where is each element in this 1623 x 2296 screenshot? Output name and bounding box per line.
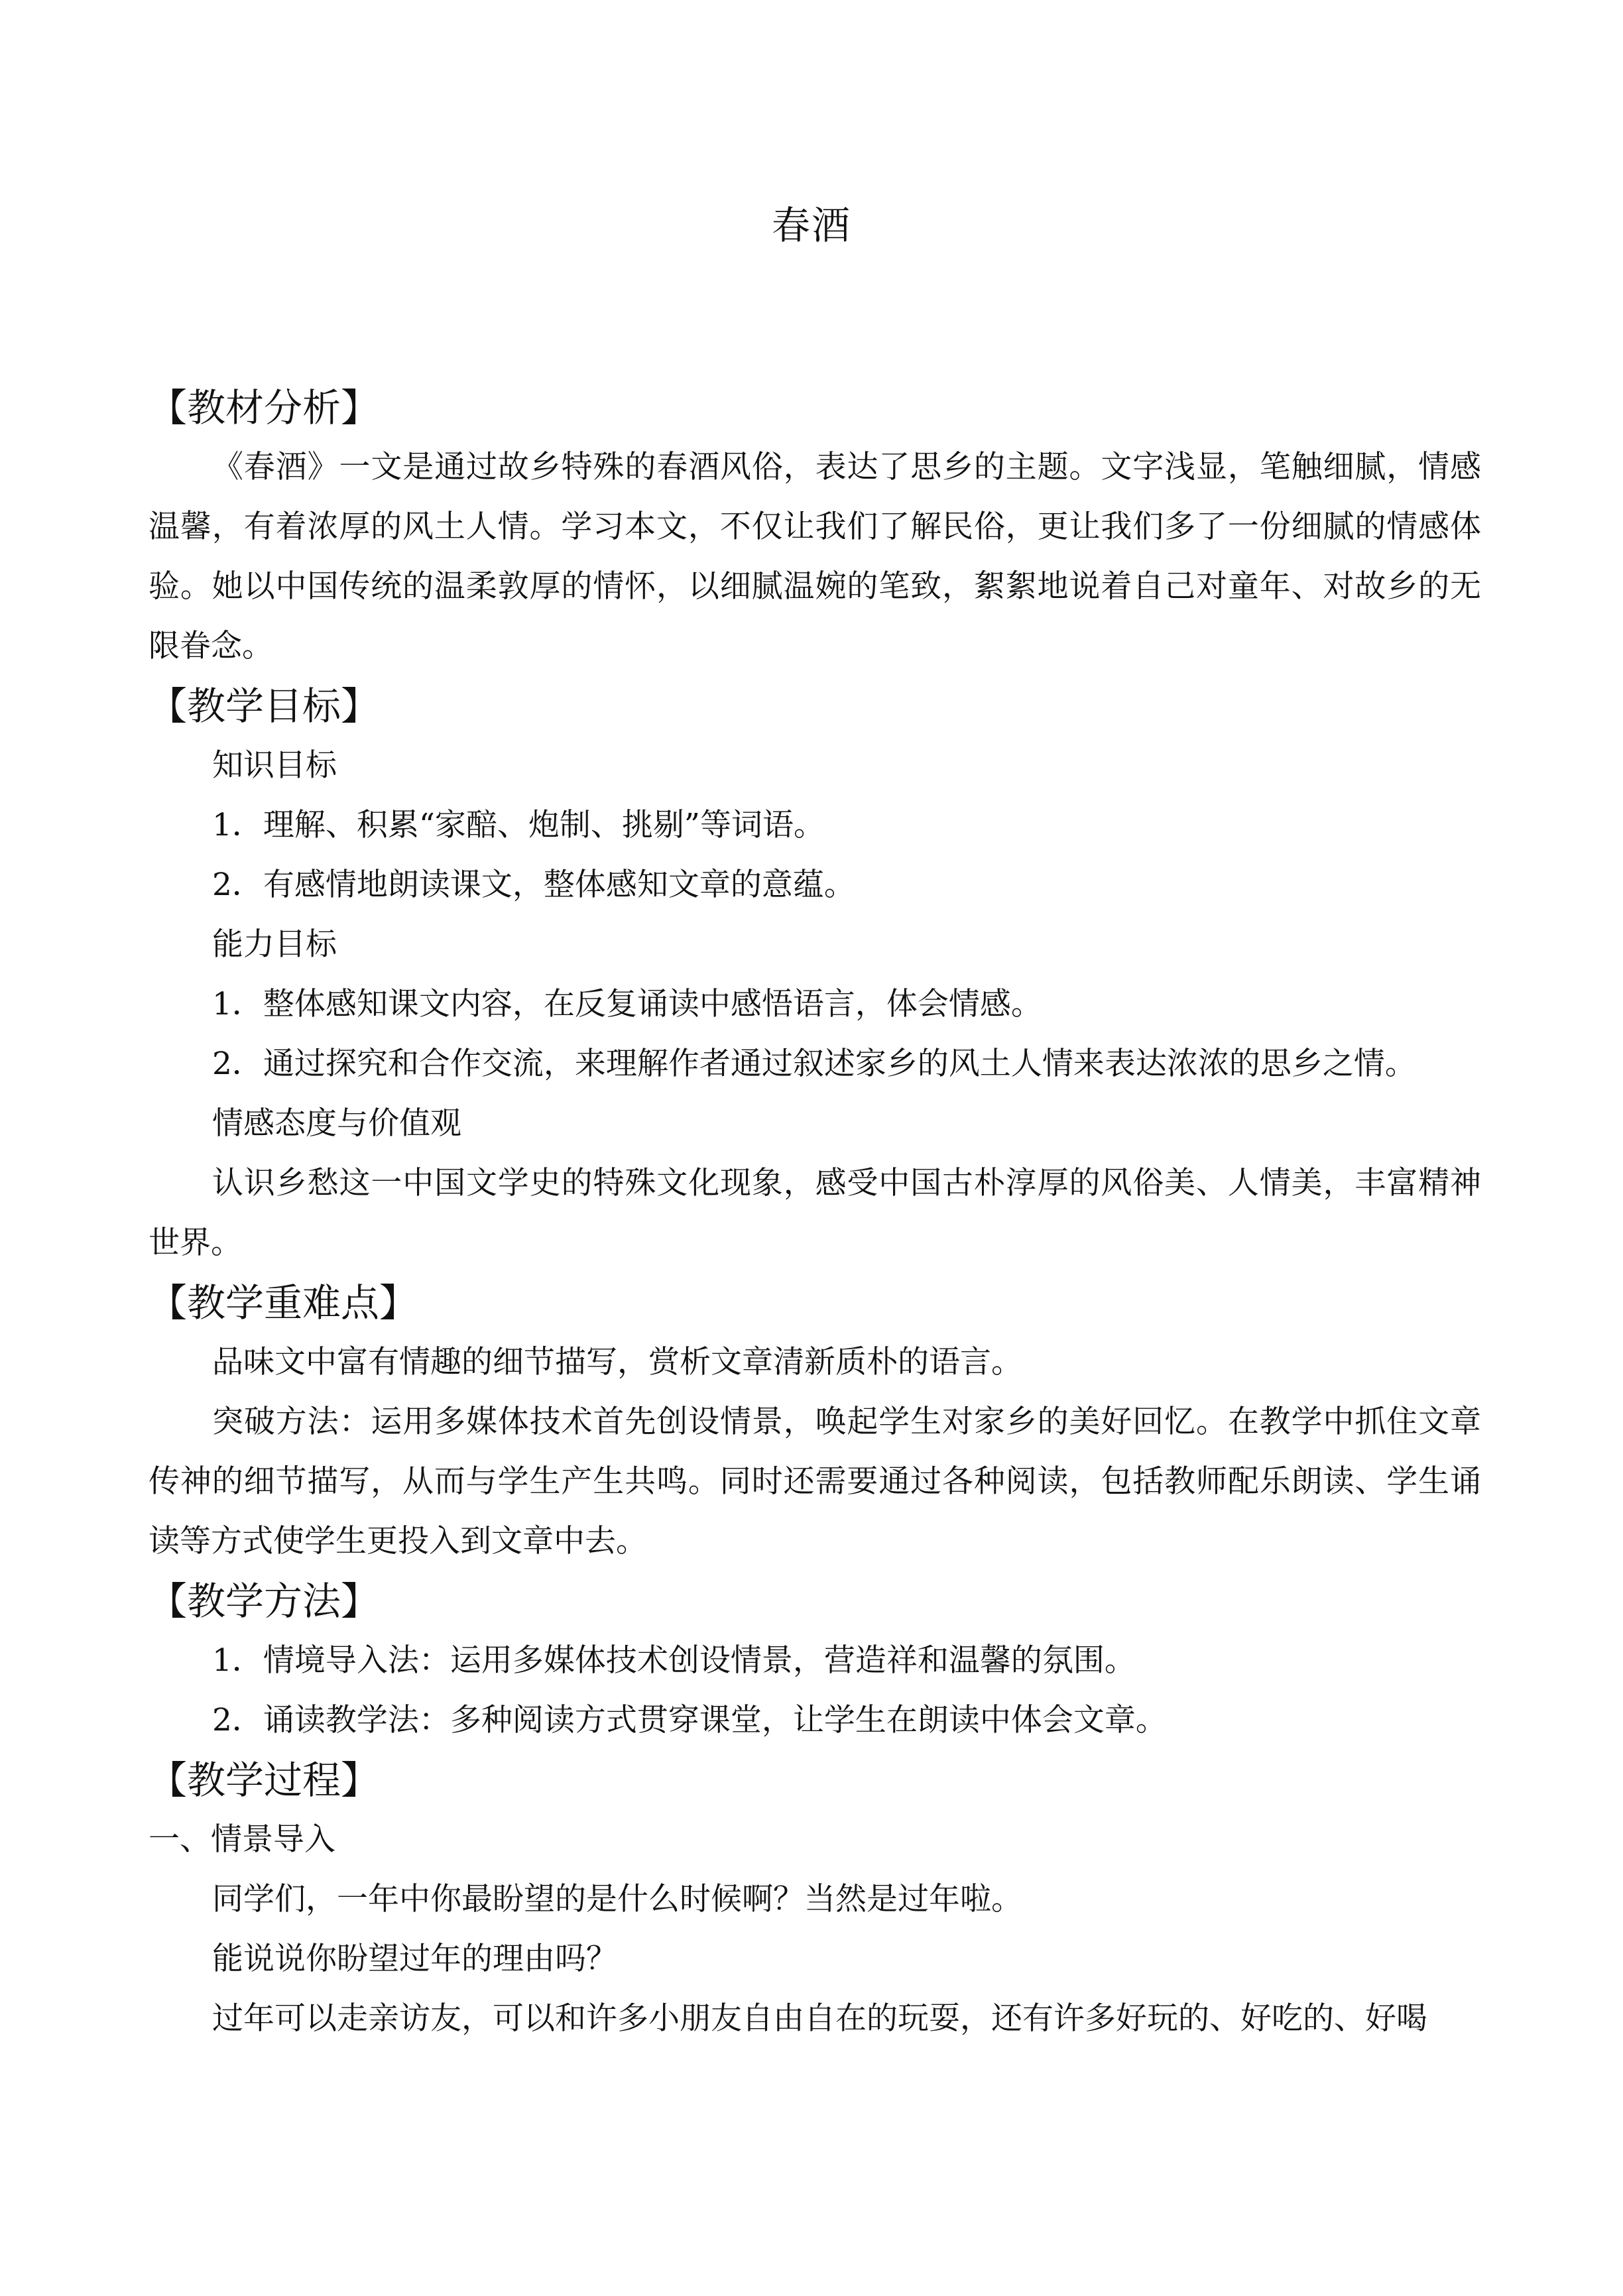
knowledge-goal-item: 1．理解、积累“家醅、炮制、挑剔”等词语。 (212, 807, 825, 843)
process-line: 过年可以走亲访友，可以和许多小朋友自由自在的玩耍，还有许多好玩的、好吃的、好喝 (212, 2000, 1427, 2037)
ability-goal-label: 能力目标 (212, 926, 337, 963)
ability-goal-item: 2．通过探究和合作交流，来理解作者通过叙述家乡的风土人情来表达浓浓的思乡之情。 (212, 1046, 1416, 1082)
method-item: 1．情境导入法：运用多媒体技术创设情景，营造祥和温馨的氛围。 (212, 1642, 1136, 1679)
process-step-title: 一、情景导入 (149, 1821, 335, 1858)
key-point-text: 品味文中富有情趣的细节描写，赏析文章清新质朴的语言。 (212, 1344, 1022, 1380)
method-item: 2．诵读教学法：多种阅读方式贯穿课堂，让学生在朗读中体会文章。 (212, 1702, 1167, 1738)
process-line: 能说说你盼望过年的理由吗？ (212, 1941, 617, 1977)
document-body (149, 378, 1481, 2049)
emotion-goal-text: 认识乡愁这一中国文学史的特殊文化现象，感受中国古朴淳厚的风俗美、人情美，丰富精神世界。 (149, 1165, 1481, 1261)
heading-analysis: 【教材分析】 (149, 385, 380, 430)
emotion-goal-label: 情感态度与价值观 (212, 1105, 461, 1142)
knowledge-goal-item: 2．有感情地朗读课文，整体感知文章的意蕴。 (212, 867, 855, 903)
heading-key-points: 【教学重难点】 (149, 1280, 418, 1325)
ability-goal-item: 1．整体感知课文内容，在反复诵读中感悟语言，体会情感。 (212, 986, 1042, 1022)
breakthrough-method-text: 突破方法：运用多媒体技术首先创设情景，唤起学生对家乡的美好回忆。在教学中抓住文章传神的细节描写，从而与学生产生共鸣。同时还需要通过各种阅读，包括教师配乐朗读、学生诵读等方式使学生更投入到文章中去。 (149, 1404, 1481, 1559)
heading-process: 【教学过程】 (149, 1758, 380, 1803)
process-line: 同学们，一年中你最盼望的是什么时候啊？当然是过年啦。 (212, 1881, 1022, 1917)
heading-methods: 【教学方法】 (149, 1579, 380, 1624)
heading-goals: 【教学目标】 (149, 684, 380, 729)
document-title: 春酒 (771, 203, 851, 248)
analysis-paragraph: 《春酒》一文是通过故乡特殊的春酒风俗，表达了思乡的主题。文字浅显，笔触细腻，情感温馨，有着浓厚的风土人情。学习本文，不仅让我们了解民俗，更让我们多了一份细腻的情感体验。她以中国传统的温柔敦厚的情怀，以细腻温婉的笔致，絮絮地说着自己对童年、对故乡的无限眷念。 (149, 449, 1481, 664)
knowledge-goal-label: 知识目标 (212, 747, 337, 784)
